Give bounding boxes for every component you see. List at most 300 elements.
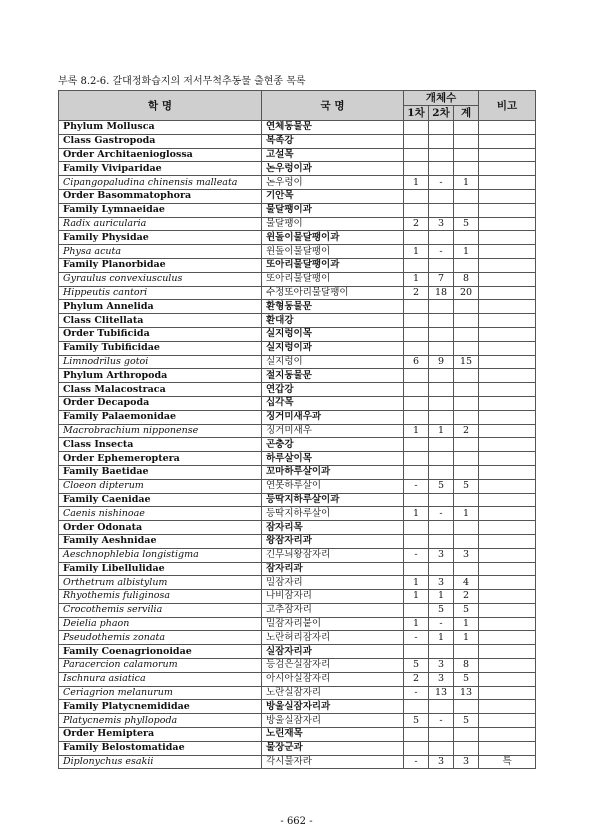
table-row bbox=[59, 631, 536, 645]
note-cell bbox=[479, 728, 536, 742]
scientific-name-cell: Family Belostomatidae bbox=[59, 741, 262, 755]
table-row bbox=[59, 176, 536, 190]
first-count-cell bbox=[404, 521, 429, 535]
note-cell bbox=[479, 479, 536, 493]
korean-name-cell: 긴무늬왕잠자리 bbox=[262, 548, 404, 562]
total-count-cell bbox=[454, 383, 479, 397]
scientific-name-cell: Deielia phaon bbox=[59, 617, 262, 631]
header-count-group: 개체수 bbox=[404, 91, 479, 106]
scientific-name-cell: Rhyothemis fuliginosa bbox=[59, 590, 262, 604]
scientific-name-cell: Family Baetidae bbox=[59, 465, 262, 479]
total-count-cell bbox=[454, 465, 479, 479]
note-cell bbox=[479, 245, 536, 259]
korean-name-cell: 연갑강 bbox=[262, 383, 404, 397]
note-cell bbox=[479, 341, 536, 355]
scientific-name-cell: Order Tubificida bbox=[59, 327, 262, 341]
total-count-cell bbox=[454, 645, 479, 659]
second-count-cell bbox=[429, 410, 454, 424]
note-cell bbox=[479, 493, 536, 507]
note-cell bbox=[479, 134, 536, 148]
second-count-cell: - bbox=[429, 617, 454, 631]
total-count-cell bbox=[454, 134, 479, 148]
korean-name-cell: 잠자리과 bbox=[262, 562, 404, 576]
first-count-cell: 1 bbox=[404, 617, 429, 631]
table-row bbox=[59, 659, 536, 673]
total-count-cell bbox=[454, 300, 479, 314]
korean-name-cell: 등딱지하루살이 bbox=[262, 507, 404, 521]
table-row bbox=[59, 700, 536, 714]
table-row bbox=[59, 410, 536, 424]
second-count-cell bbox=[429, 203, 454, 217]
note-cell bbox=[479, 672, 536, 686]
scientific-name-cell: Order Architaenioglossa bbox=[59, 148, 262, 162]
second-count-cell bbox=[429, 189, 454, 203]
scientific-name-cell: Family Libellulidae bbox=[59, 562, 262, 576]
second-count-cell: 1 bbox=[429, 631, 454, 645]
scientific-name-cell: Aeschnophlebia longistigma bbox=[59, 548, 262, 562]
note-cell bbox=[479, 465, 536, 479]
table-row bbox=[59, 576, 536, 590]
scientific-name-cell: Macrobrachium nipponense bbox=[59, 424, 262, 438]
second-count-cell bbox=[429, 162, 454, 176]
second-count-cell: 1 bbox=[429, 424, 454, 438]
note-cell bbox=[479, 631, 536, 645]
total-count-cell: 13 bbox=[454, 686, 479, 700]
korean-name-cell: 아시아실잠자리 bbox=[262, 672, 404, 686]
header-note: 비고 bbox=[479, 91, 536, 121]
second-count-cell bbox=[429, 121, 454, 135]
note-cell bbox=[479, 659, 536, 673]
first-count-cell bbox=[404, 465, 429, 479]
table-row bbox=[59, 562, 536, 576]
table-row bbox=[59, 245, 536, 259]
table-row bbox=[59, 286, 536, 300]
second-count-cell: 3 bbox=[429, 755, 454, 769]
note-cell bbox=[479, 286, 536, 300]
first-count-cell bbox=[404, 728, 429, 742]
korean-name-cell: 실지렁이목 bbox=[262, 327, 404, 341]
first-count-cell: - bbox=[404, 479, 429, 493]
second-count-cell bbox=[429, 300, 454, 314]
header-korean-name: 국 명 bbox=[262, 91, 404, 121]
note-cell bbox=[479, 258, 536, 272]
scientific-name-cell: Radix auricularia bbox=[59, 217, 262, 231]
note-cell bbox=[479, 576, 536, 590]
note-cell bbox=[479, 314, 536, 328]
scientific-name-cell: Family Physidae bbox=[59, 231, 262, 245]
first-count-cell bbox=[404, 314, 429, 328]
korean-name-cell: 나비잠자리 bbox=[262, 590, 404, 604]
table-row bbox=[59, 272, 536, 286]
second-count-cell bbox=[429, 314, 454, 328]
second-count-cell bbox=[429, 369, 454, 383]
note-cell bbox=[479, 741, 536, 755]
note-cell bbox=[479, 590, 536, 604]
scientific-name-cell: Hippeutis cantori bbox=[59, 286, 262, 300]
note-cell bbox=[479, 203, 536, 217]
header-scientific-name: 학 명 bbox=[59, 91, 262, 121]
table-row bbox=[59, 300, 536, 314]
first-count-cell bbox=[404, 452, 429, 466]
scientific-name-cell: Caenis nishinoae bbox=[59, 507, 262, 521]
table-caption: 부록 8.2-6. 갈대정화습지의 저서무척추동물 출현종 목록 bbox=[58, 76, 306, 87]
first-count-cell bbox=[404, 231, 429, 245]
korean-name-cell: 꼬마하루살이과 bbox=[262, 465, 404, 479]
korean-name-cell: 노란실잠자리 bbox=[262, 686, 404, 700]
first-count-cell bbox=[404, 121, 429, 135]
first-count-cell bbox=[404, 534, 429, 548]
korean-name-cell: 또아리물달팽이과 bbox=[262, 258, 404, 272]
header-total: 계 bbox=[454, 106, 479, 121]
first-count-cell bbox=[404, 396, 429, 410]
table-row bbox=[59, 590, 536, 604]
table-row bbox=[59, 548, 536, 562]
total-count-cell: 1 bbox=[454, 507, 479, 521]
scientific-name-cell: Order Odonata bbox=[59, 521, 262, 535]
scientific-name-cell: Class Gastropoda bbox=[59, 134, 262, 148]
korean-name-cell: 복족강 bbox=[262, 134, 404, 148]
first-count-cell bbox=[404, 603, 429, 617]
species-table bbox=[58, 90, 536, 769]
second-count-cell bbox=[429, 396, 454, 410]
korean-name-cell: 방울실잠자리과 bbox=[262, 700, 404, 714]
second-count-cell bbox=[429, 134, 454, 148]
second-count-cell: 18 bbox=[429, 286, 454, 300]
scientific-name-cell: Class Malacostraca bbox=[59, 383, 262, 397]
second-count-cell bbox=[429, 383, 454, 397]
scientific-name-cell: Diplonychus esakii bbox=[59, 755, 262, 769]
first-count-cell: 1 bbox=[404, 424, 429, 438]
note-cell bbox=[479, 231, 536, 245]
scientific-name-cell: Phylum Mollusca bbox=[59, 121, 262, 135]
note-cell bbox=[479, 369, 536, 383]
scientific-name-cell: Ischnura asiatica bbox=[59, 672, 262, 686]
korean-name-cell: 징거미새우과 bbox=[262, 410, 404, 424]
scientific-name-cell: Orthetrum albistylum bbox=[59, 576, 262, 590]
total-count-cell: 15 bbox=[454, 355, 479, 369]
total-count-cell: 5 bbox=[454, 603, 479, 617]
second-count-cell: - bbox=[429, 507, 454, 521]
total-count-cell bbox=[454, 148, 479, 162]
total-count-cell bbox=[454, 189, 479, 203]
second-count-cell: 7 bbox=[429, 272, 454, 286]
total-count-cell bbox=[454, 327, 479, 341]
table-row bbox=[59, 479, 536, 493]
total-count-cell bbox=[454, 741, 479, 755]
second-count-cell bbox=[429, 700, 454, 714]
scientific-name-cell: Platycnemis phyllopoda bbox=[59, 714, 262, 728]
table-row bbox=[59, 162, 536, 176]
table-row bbox=[59, 521, 536, 535]
table-row bbox=[59, 686, 536, 700]
total-count-cell: 8 bbox=[454, 272, 479, 286]
total-count-cell: 20 bbox=[454, 286, 479, 300]
korean-name-cell: 고설목 bbox=[262, 148, 404, 162]
first-count-cell: 1 bbox=[404, 576, 429, 590]
table-row bbox=[59, 452, 536, 466]
korean-name-cell: 각시물자라 bbox=[262, 755, 404, 769]
second-count-cell bbox=[429, 465, 454, 479]
first-count-cell: 1 bbox=[404, 590, 429, 604]
korean-name-cell: 기안목 bbox=[262, 189, 404, 203]
first-count-cell bbox=[404, 410, 429, 424]
total-count-cell bbox=[454, 314, 479, 328]
korean-name-cell: 고추잠자리 bbox=[262, 603, 404, 617]
table-row bbox=[59, 617, 536, 631]
table-row bbox=[59, 148, 536, 162]
note-cell bbox=[479, 521, 536, 535]
first-count-cell bbox=[404, 189, 429, 203]
table-row bbox=[59, 645, 536, 659]
korean-name-cell: 방울실잠자리 bbox=[262, 714, 404, 728]
second-count-cell: 3 bbox=[429, 548, 454, 562]
korean-name-cell: 잠자리목 bbox=[262, 521, 404, 535]
first-count-cell bbox=[404, 369, 429, 383]
korean-name-cell: 윈돌이물달팽이 bbox=[262, 245, 404, 259]
total-count-cell bbox=[454, 410, 479, 424]
total-count-cell bbox=[454, 162, 479, 176]
total-count-cell: 1 bbox=[454, 617, 479, 631]
scientific-name-cell: Family Platycnemididae bbox=[59, 700, 262, 714]
total-count-cell bbox=[454, 341, 479, 355]
table-row bbox=[59, 465, 536, 479]
note-cell bbox=[479, 562, 536, 576]
total-count-cell: 3 bbox=[454, 548, 479, 562]
scientific-name-cell: Cloeon dipterum bbox=[59, 479, 262, 493]
table-row bbox=[59, 396, 536, 410]
total-count-cell: 3 bbox=[454, 755, 479, 769]
total-count-cell bbox=[454, 396, 479, 410]
table-row bbox=[59, 121, 536, 135]
header-first-survey: 1차 bbox=[404, 106, 429, 121]
note-cell: 특 bbox=[479, 755, 536, 769]
second-count-cell: - bbox=[429, 245, 454, 259]
second-count-cell: 3 bbox=[429, 659, 454, 673]
second-count-cell bbox=[429, 521, 454, 535]
korean-name-cell: 물달팽이 bbox=[262, 217, 404, 231]
note-cell bbox=[479, 217, 536, 231]
note-cell bbox=[479, 272, 536, 286]
second-count-cell bbox=[429, 148, 454, 162]
second-count-cell bbox=[429, 438, 454, 452]
scientific-name-cell: Ceriagrion melanurum bbox=[59, 686, 262, 700]
korean-name-cell: 환형동물문 bbox=[262, 300, 404, 314]
first-count-cell: 1 bbox=[404, 245, 429, 259]
total-count-cell bbox=[454, 203, 479, 217]
total-count-cell bbox=[454, 452, 479, 466]
first-count-cell bbox=[404, 162, 429, 176]
second-count-cell: 9 bbox=[429, 355, 454, 369]
total-count-cell: 5 bbox=[454, 714, 479, 728]
note-cell bbox=[479, 327, 536, 341]
note-cell bbox=[479, 548, 536, 562]
total-count-cell: 1 bbox=[454, 176, 479, 190]
total-count-cell: 4 bbox=[454, 576, 479, 590]
scientific-name-cell: Family Aeshnidae bbox=[59, 534, 262, 548]
korean-name-cell: 환대강 bbox=[262, 314, 404, 328]
total-count-cell: 5 bbox=[454, 479, 479, 493]
korean-name-cell: 윈돌이물달팽이과 bbox=[262, 231, 404, 245]
korean-name-cell: 노린재목 bbox=[262, 728, 404, 742]
scientific-name-cell: Order Basommatophora bbox=[59, 189, 262, 203]
header-second-survey: 2차 bbox=[429, 106, 454, 121]
first-count-cell bbox=[404, 383, 429, 397]
table-row bbox=[59, 424, 536, 438]
table-header bbox=[59, 91, 536, 121]
table-row bbox=[59, 493, 536, 507]
table-row bbox=[59, 741, 536, 755]
second-count-cell bbox=[429, 452, 454, 466]
total-count-cell bbox=[454, 258, 479, 272]
scientific-name-cell: Family Lymnaeidae bbox=[59, 203, 262, 217]
table-row bbox=[59, 314, 536, 328]
note-cell bbox=[479, 452, 536, 466]
table-row bbox=[59, 355, 536, 369]
first-count-cell: 1 bbox=[404, 176, 429, 190]
total-count-cell: 2 bbox=[454, 424, 479, 438]
second-count-cell bbox=[429, 562, 454, 576]
first-count-cell bbox=[404, 438, 429, 452]
second-count-cell bbox=[429, 741, 454, 755]
korean-name-cell: 밀잠자리 bbox=[262, 576, 404, 590]
scientific-name-cell: Physa acuta bbox=[59, 245, 262, 259]
second-count-cell bbox=[429, 493, 454, 507]
total-count-cell bbox=[454, 700, 479, 714]
scientific-name-cell: Limnodrilus gotoi bbox=[59, 355, 262, 369]
first-count-cell bbox=[404, 700, 429, 714]
first-count-cell bbox=[404, 300, 429, 314]
second-count-cell: 1 bbox=[429, 590, 454, 604]
scientific-name-cell: Order Hemiptera bbox=[59, 728, 262, 742]
korean-name-cell: 실잠자리과 bbox=[262, 645, 404, 659]
table-row bbox=[59, 534, 536, 548]
total-count-cell bbox=[454, 728, 479, 742]
scientific-name-cell: Phylum Annelida bbox=[59, 300, 262, 314]
korean-name-cell: 연체동물문 bbox=[262, 121, 404, 135]
total-count-cell bbox=[454, 493, 479, 507]
scientific-name-cell: Family Viviparidae bbox=[59, 162, 262, 176]
table-row bbox=[59, 438, 536, 452]
second-count-cell: 5 bbox=[429, 603, 454, 617]
first-count-cell bbox=[404, 203, 429, 217]
first-count-cell: 2 bbox=[404, 286, 429, 300]
second-count-cell: 3 bbox=[429, 217, 454, 231]
note-cell bbox=[479, 534, 536, 548]
scientific-name-cell: Gyraulus convexiusculus bbox=[59, 272, 262, 286]
note-cell bbox=[479, 438, 536, 452]
korean-name-cell: 밀잠자리붙이 bbox=[262, 617, 404, 631]
second-count-cell bbox=[429, 258, 454, 272]
korean-name-cell: 등검은실잠자리 bbox=[262, 659, 404, 673]
total-count-cell: 1 bbox=[454, 631, 479, 645]
table-row bbox=[59, 189, 536, 203]
korean-name-cell: 물장군과 bbox=[262, 741, 404, 755]
note-cell bbox=[479, 162, 536, 176]
total-count-cell bbox=[454, 562, 479, 576]
total-count-cell: 5 bbox=[454, 672, 479, 686]
korean-name-cell: 실지렁이과 bbox=[262, 341, 404, 355]
note-cell bbox=[479, 176, 536, 190]
table-row bbox=[59, 714, 536, 728]
table-row bbox=[59, 369, 536, 383]
scientific-name-cell: Family Palaemonidae bbox=[59, 410, 262, 424]
table-row bbox=[59, 672, 536, 686]
first-count-cell bbox=[404, 341, 429, 355]
second-count-cell: 5 bbox=[429, 479, 454, 493]
first-count-cell: 2 bbox=[404, 672, 429, 686]
note-cell bbox=[479, 410, 536, 424]
scientific-name-cell: Class Clitellata bbox=[59, 314, 262, 328]
table-row bbox=[59, 728, 536, 742]
first-count-cell: 5 bbox=[404, 714, 429, 728]
note-cell bbox=[479, 507, 536, 521]
korean-name-cell: 절지동물문 bbox=[262, 369, 404, 383]
note-cell bbox=[479, 396, 536, 410]
note-cell bbox=[479, 355, 536, 369]
first-count-cell: 1 bbox=[404, 507, 429, 521]
second-count-cell bbox=[429, 728, 454, 742]
korean-name-cell: 실지렁이 bbox=[262, 355, 404, 369]
first-count-cell: 2 bbox=[404, 217, 429, 231]
scientific-name-cell: Family Coenagrionoidae bbox=[59, 645, 262, 659]
total-count-cell: 5 bbox=[454, 217, 479, 231]
total-count-cell bbox=[454, 534, 479, 548]
note-cell bbox=[479, 603, 536, 617]
table-row bbox=[59, 231, 536, 245]
second-count-cell bbox=[429, 534, 454, 548]
note-cell bbox=[479, 424, 536, 438]
second-count-cell bbox=[429, 341, 454, 355]
note-cell bbox=[479, 686, 536, 700]
table-row bbox=[59, 217, 536, 231]
scientific-name-cell: Pseudothemis zonata bbox=[59, 631, 262, 645]
korean-name-cell: 하루살이목 bbox=[262, 452, 404, 466]
second-count-cell: 3 bbox=[429, 672, 454, 686]
table-row bbox=[59, 341, 536, 355]
note-cell bbox=[479, 300, 536, 314]
total-count-cell bbox=[454, 521, 479, 535]
note-cell bbox=[479, 700, 536, 714]
total-count-cell bbox=[454, 369, 479, 383]
note-cell bbox=[479, 189, 536, 203]
korean-name-cell: 왕잠자리과 bbox=[262, 534, 404, 548]
first-count-cell bbox=[404, 645, 429, 659]
note-cell bbox=[479, 121, 536, 135]
scientific-name-cell: Class Insecta bbox=[59, 438, 262, 452]
korean-name-cell: 등딱지하루살이과 bbox=[262, 493, 404, 507]
total-count-cell bbox=[454, 231, 479, 245]
korean-name-cell: 논우렁이 bbox=[262, 176, 404, 190]
second-count-cell: - bbox=[429, 176, 454, 190]
note-cell bbox=[479, 383, 536, 397]
table-row bbox=[59, 507, 536, 521]
total-count-cell bbox=[454, 438, 479, 452]
first-count-cell: - bbox=[404, 631, 429, 645]
first-count-cell: - bbox=[404, 686, 429, 700]
scientific-name-cell: Family Planorbidae bbox=[59, 258, 262, 272]
table-row bbox=[59, 258, 536, 272]
second-count-cell: 13 bbox=[429, 686, 454, 700]
first-count-cell bbox=[404, 148, 429, 162]
note-cell bbox=[479, 714, 536, 728]
first-count-cell: 5 bbox=[404, 659, 429, 673]
scientific-name-cell: Phylum Arthropoda bbox=[59, 369, 262, 383]
page-number: - 662 - bbox=[280, 816, 313, 827]
first-count-cell bbox=[404, 741, 429, 755]
total-count-cell: 2 bbox=[454, 590, 479, 604]
table-body bbox=[59, 121, 536, 769]
first-count-cell: 6 bbox=[404, 355, 429, 369]
